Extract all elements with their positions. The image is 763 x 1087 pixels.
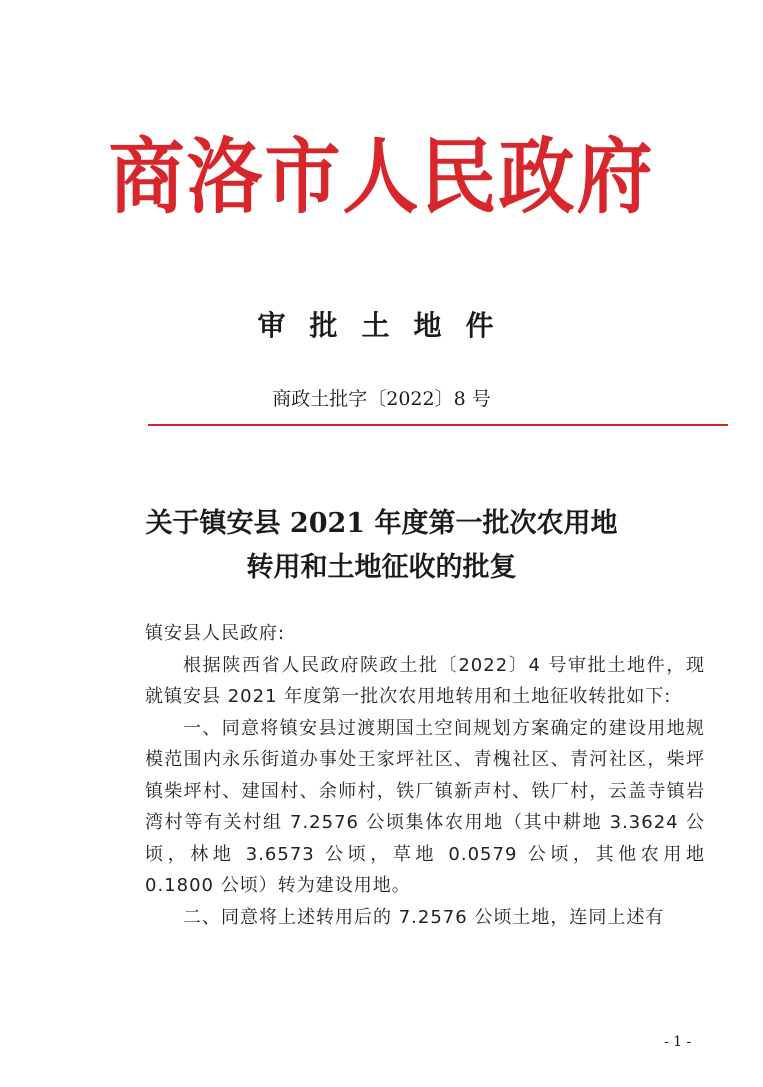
red-divider-line bbox=[148, 424, 728, 426]
document-type: 审批土地件 bbox=[257, 309, 518, 342]
document-body bbox=[145, 618, 705, 933]
title-line-1: 关于镇安县 2021 年度第一批次农用地 bbox=[145, 508, 618, 539]
document-title bbox=[0, 502, 763, 590]
body-paragraph-1: 根据陕西省人民政府陕政土批〔2022〕4 号审批土地件，现就镇安县 2021 年度第一批次农用地转用和土地征收转批如下: bbox=[145, 654, 705, 707]
body-paragraph-3: 二、同意将上述转用后的 7.2576 公顷土地，连同上述有 bbox=[183, 906, 665, 928]
title-line-2: 转用和土地征收的批复 bbox=[246, 552, 517, 583]
addressee: 镇安县人民政府: bbox=[145, 623, 286, 644]
page-number: - 1 - bbox=[664, 1034, 692, 1050]
issuing-agency-header: 商洛市人民政府 bbox=[108, 128, 655, 225]
document-number: 商政土批字〔2022〕8 号 bbox=[272, 388, 491, 410]
body-paragraph-2: 一、同意将镇安县过渡期国土空间规划方案确定的建设用地规模范围内永乐街道办事处王家坪社区、青槐社区、青河社区，柴坪镇柴坪村、建国村、余师村，铁厂镇新声村、铁厂村，云盖寺镇岩湾村等有关村组 7.2576 公顷集体农用地（其中耕地 3.3624 公顷，林地 3.6573 公顷，草地 0.0579 公顷，其他农用地 0.1800 公顷）转为建设用地。 bbox=[145, 717, 705, 896]
